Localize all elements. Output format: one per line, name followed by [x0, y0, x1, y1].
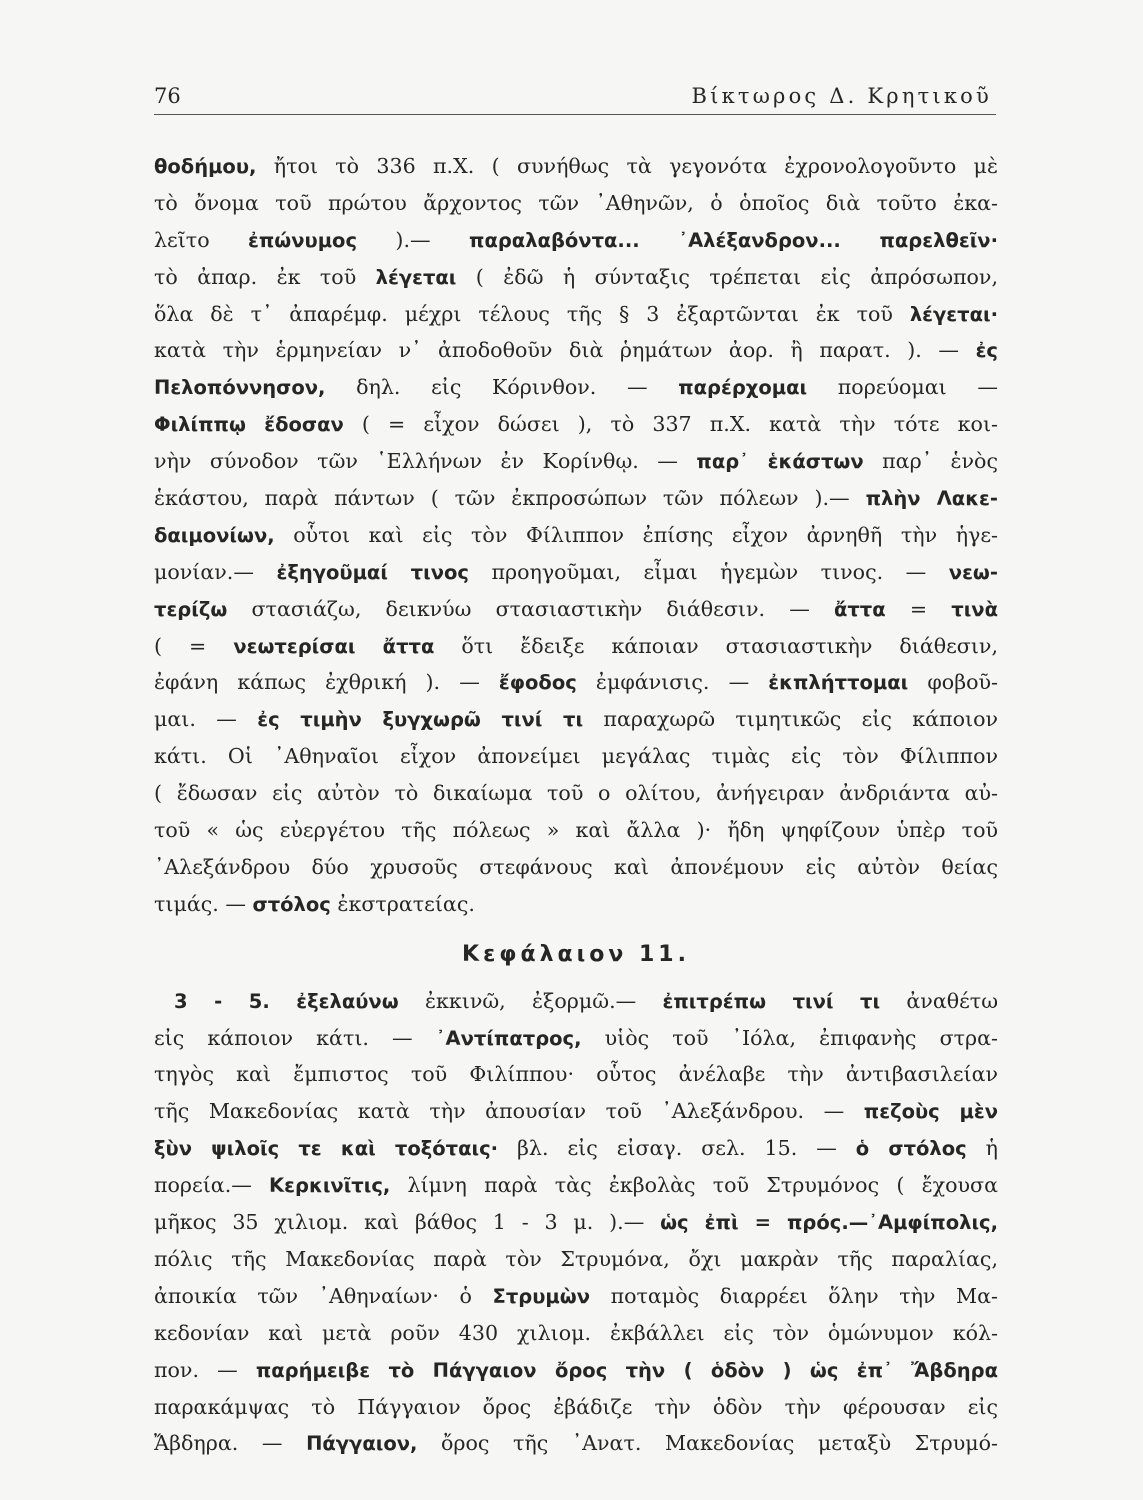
text-line [154, 1352, 998, 1389]
lemma-term: Κερκινῖτις, [269, 1174, 391, 1198]
chapter-heading: Κεφάλαιον 11. [462, 941, 690, 967]
lemma-term: νεω- [948, 560, 998, 584]
text-line [154, 1425, 998, 1462]
lemma-term: στόλος [252, 892, 331, 916]
lemma-term: τινὰ [951, 597, 998, 621]
text-line [154, 812, 998, 849]
lemma-term: Πάγγαιον, [306, 1432, 418, 1456]
gloss-text: πορεία.— [154, 1173, 270, 1198]
lemma-term: ἐς [975, 339, 998, 363]
commentary-section-chapter-11 [154, 983, 998, 1463]
text-line [154, 983, 998, 1020]
text-line [154, 664, 998, 701]
page-number: 76 [154, 84, 181, 108]
gloss-text: λίμνη παρὰ τὰς ἐκβολὰς τοῦ Στρυμόνος ( ἔχουσα [390, 1173, 998, 1198]
text-line [154, 1130, 998, 1167]
text-line [154, 185, 998, 222]
gloss-text: Ἄβδηρα. — [154, 1431, 307, 1456]
gloss-text: ποταμὸς διαρρέει ὅλην τὴν Μα- [589, 1283, 998, 1308]
page-header [154, 84, 996, 115]
lemma-term: παρέρχομαι [678, 376, 808, 400]
text-line [154, 775, 998, 812]
gloss-text: τὸ ὄνομα τοῦ πρώτου ἄρχοντος τῶν ᾿Αθηνῶν, ὁ ὁποῖος διὰ τοῦτο ἐκα- [154, 190, 998, 215]
text-line [154, 148, 998, 185]
gloss-text: ἐμφάνισις. — [576, 670, 769, 695]
lemma-term: λέγεται· [909, 302, 998, 326]
running-title: Βίκτωρος Δ. Κρητικοῦ [691, 84, 992, 108]
gloss-text: νὴν σύνοδον τῶν ῾Ελλήνων ἐν Κορίνθῳ. — [154, 449, 697, 474]
gloss-text: κάτι. Οἱ ᾿Αθηναῖοι εἶχον ἀπονείμει μεγάλας τιμὰς εἰς τὸν Φίλιππον [154, 744, 998, 769]
text-line [154, 480, 998, 517]
gloss-text: υἱὸς τοῦ ᾿Ιόλα, ἐπιφανὴς στρα- [581, 1025, 998, 1050]
gloss-text: τὸ ἀπαρ. ἐκ τοῦ [154, 264, 376, 289]
gloss-text: οὗτοι καὶ εἰς τὸν Φίλιππον ἐπίσης εἶχον ἀρνηθῆ τὴν ἡγε- [274, 522, 998, 547]
gloss-text: = [885, 596, 952, 621]
gloss-text: ὅλα δὲ τ᾿ ἀπαρέμφ. μέχρι τέλους τῆς § 3 ἐξαρτῶνται ἐκ τοῦ [154, 301, 910, 326]
text-line [154, 332, 998, 369]
gloss-text: ( = εἶχον δώσει ), τὸ 337 π.Χ. κατὰ τὴν τότε κοι- [343, 412, 998, 437]
gloss-text: ᾿Αλεξάνδρου δύο χρυσοῦς στεφάνους καὶ ἀπονέμουν εἰς αὐτὸν θείας [154, 854, 998, 879]
gloss-text: ἐκκινῶ, ἐξορμῶ.— [398, 988, 663, 1013]
gloss-text: ἤτοι τὸ 336 π.Χ. ( συνήθως τὰ γεγονότα ἐχρονολογοῦντο μὲ [256, 154, 998, 178]
gloss-text: μῆκος 35 χιλιομ. καὶ βάθος 1 - 3 μ. ).— [154, 1210, 661, 1235]
text-line [154, 1389, 998, 1426]
lemma-term: Φιλίππῳ ἔδοσαν [154, 413, 344, 437]
gloss-text: μαι. — [154, 707, 258, 732]
lemma-term: Πελοπόννησον, [154, 376, 326, 400]
gloss-text: φοβοῦ- [908, 670, 998, 695]
text-line [154, 886, 998, 923]
gloss-text: τοῦ « ὡς εὐεργέτου τῆς πόλεως » καὶ ἄλλα )· ἤδη ψηφίζουν ὑπὲρ τοῦ [154, 818, 998, 843]
gloss-text: πον. — [154, 1357, 256, 1382]
lemma-term: ἐξηγοῦμαί τινος [276, 560, 469, 584]
text-line [154, 1278, 998, 1315]
gloss-text: πόλις τῆς Μακεδονίας παρὰ τὸν Στρυμόνα, ὄχι μακρὰν τῆς παραλίας, [154, 1246, 998, 1271]
gloss-text: δηλ. εἰς Κόρινθον. — [325, 375, 679, 400]
gloss-text: ὅτι ἔδειξε κάποιαν στασιαστικὴν διάθεσιν, [434, 633, 998, 658]
lemma-term: παρήμειβε τὸ Πάγγαιον ὄρος τὴν ( ὁδὸν ) ὡς ἐπ᾿ Ἄβδηρα [255, 1358, 998, 1382]
gloss-text: ἑκάστου, παρὰ πάντων ( τῶν ἐκπροσώπων τῶν πόλεων ).— [154, 486, 866, 511]
text-line [154, 591, 998, 628]
lemma-term: 3 - 5. ἐξελαύνω [174, 989, 399, 1013]
gloss-text: εἰς κάποιον κάτι. — [154, 1025, 436, 1050]
gloss-text: στασιάζω, δεικνύω στασιαστικὴν διάθεσιν. — [227, 596, 834, 621]
lemma-term: ξὺν ψιλοῖς τε καὶ τοξόταις· [154, 1137, 499, 1161]
gloss-text: τῆς Μακεδονίας κατὰ τὴν ἀπουσίαν τοῦ ᾿Αλεξάνδρου. — [154, 1099, 864, 1124]
lemma-term: δαιμονίων, [154, 523, 275, 547]
text-line [154, 296, 998, 333]
gloss-text: βλ. εἰς εἰσαγ. σελ. 15. — [498, 1136, 856, 1161]
text-line [154, 369, 998, 406]
gloss-text: κεδονίαν καὶ μετὰ ροῦν 430 χιλιομ. ἐκβάλλει εἰς τὸν ὁμώνυμον κόλ- [154, 1320, 998, 1345]
lemma-term: ἐπιτρέπω τινί τι [662, 989, 881, 1013]
gloss-text: ἐφάνη κάπως ἐχθρική ). — [154, 670, 499, 695]
text-line [154, 554, 998, 591]
text-line [154, 1241, 998, 1278]
gloss-text: ( ἔδωσαν εἰς αὐτὸν τὸ δικαίωμα τοῦ ο ολίτου, ἀνήγειραν ἀνδριάντα αὐ- [154, 781, 998, 806]
text-line [154, 1204, 998, 1241]
gloss-text: τηγὸς καὶ ἔμπιστος τοῦ Φιλίππου· οὗτος ἀνέλαβε τὴν ἀντιβασιλείαν [154, 1062, 998, 1087]
gloss-text: παρακάμψας τὸ Πάγγαιον ὄρος ἐβάδιζε τὴν ὁδὸν τὴν φέρουσαν εἰς [154, 1394, 998, 1419]
gloss-text: ἡ [966, 1136, 998, 1161]
text-line [154, 628, 998, 665]
lemma-term: ᾿Αντίπατρος, [435, 1026, 582, 1050]
lemma-term: ὡς ἐπὶ = πρός.—᾿Αμφίπολις, [660, 1211, 998, 1235]
lemma-term: ὁ στόλος [855, 1137, 967, 1161]
lemma-term: τερίζω [154, 597, 228, 621]
commentary-text [154, 148, 998, 1462]
text-line [154, 701, 998, 738]
lemma-term: Στρυμὼν [492, 1284, 590, 1308]
text-line [154, 849, 998, 886]
gloss-text: ἐκστρατείας. [330, 891, 475, 916]
text-line [154, 1315, 998, 1352]
gloss-text: λεῖτο [154, 227, 249, 252]
gloss-text: ἀναθέτω [880, 988, 998, 1013]
text-line [154, 517, 998, 554]
text-line [154, 738, 998, 775]
gloss-text: παρ᾿ ἑνὸς [863, 449, 998, 474]
gloss-text: ( ἐδῶ ἡ σύνταξις τρέπεται εἰς ἀπρόσωπον, [456, 264, 998, 289]
text-line [154, 1093, 998, 1130]
lemma-term: παραλαβόντα... ᾿Αλέξανδρον... παρελθεῖν· [469, 228, 998, 252]
lemma-term: πεζοὺς μὲν [863, 1100, 998, 1124]
commentary-section-chapter-10 [154, 148, 998, 923]
text-line [154, 1020, 998, 1057]
lemma-term: παρ᾿ ἑκάστων [696, 450, 864, 474]
lemma-term: ἐπώνυμος [248, 228, 357, 252]
lemma-term: θοδήμου, [154, 155, 257, 178]
lemma-term: λέγεται [375, 265, 457, 289]
lemma-term: ἄττα [833, 597, 886, 621]
lemma-term: ἐς τιμὴν ξυγχωρῶ τινί τι [257, 708, 584, 732]
gloss-text: προηγοῦμαι, εἶμαι ἡγεμὼν τινος. — [468, 559, 949, 584]
gloss-text: τιμάς. — [154, 891, 253, 916]
text-line [154, 222, 998, 259]
lemma-term: ἐκπλήττομαι [768, 671, 909, 695]
lemma-term: ἔφοδος [498, 671, 577, 695]
lemma-term: πλὴν Λακε- [865, 487, 998, 511]
gloss-text: ).— [357, 227, 470, 252]
text-line [154, 406, 998, 443]
gloss-text: κατὰ τὴν ἑρμηνείαν ν᾿ ἀποδοθοῦν διὰ ῥημάτων ἀορ. ἢ παρατ. ). — [154, 338, 976, 363]
gloss-text: παραχωρῶ τιμητικῶς εἰς κάποιον [583, 707, 998, 732]
gloss-text: πορεύομαι — [807, 375, 998, 400]
text-line [154, 259, 998, 296]
gloss-text: ἀποικία τῶν ᾿Αθηναίων· ὁ [154, 1283, 493, 1308]
gloss-text: ὄρος τῆς ᾿Ανατ. Μακεδονίας μεταξὺ Στρυμό- [417, 1431, 998, 1456]
text-line [154, 443, 998, 480]
text-line [154, 1056, 998, 1093]
lemma-term: νεωτερίσαι ἄττα [233, 634, 435, 658]
gloss-text: μονίαν.— [154, 559, 277, 584]
text-line [154, 1167, 998, 1204]
gloss-text: ( = [154, 633, 234, 658]
